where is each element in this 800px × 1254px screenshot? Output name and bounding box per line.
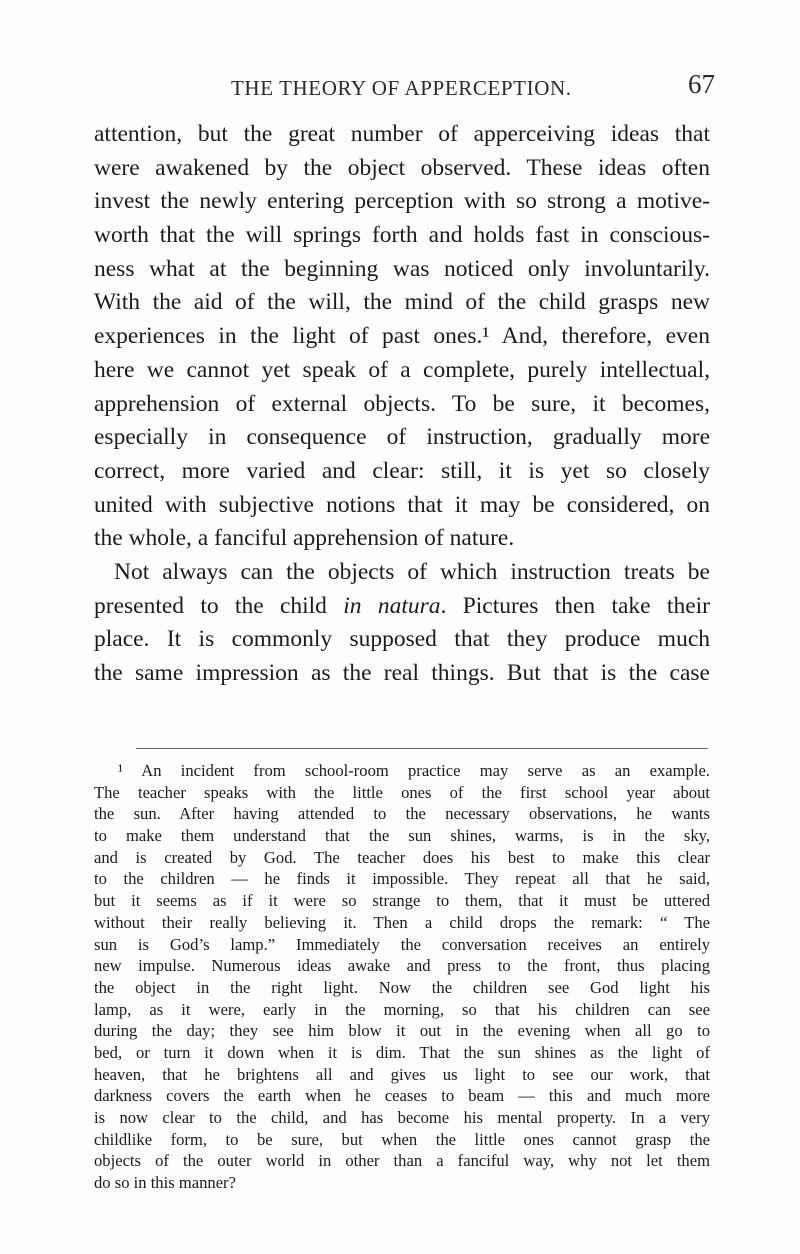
footnote-line: objects of the outer world in other than a fanciful way, why not let them: [94, 1151, 710, 1171]
body-line: invest the newly entering perception with so strong a motive-: [94, 188, 710, 215]
footnote-line: lamp, as it were, early in the morning, so that his children can see: [94, 999, 710, 1019]
footnote-line: do so in this manner?: [94, 1173, 236, 1193]
body-line: were awakened by the object observed. These ideas often: [94, 154, 710, 181]
footnote-line: heaven, that he brightens all and gives us light to see our work, that: [94, 1064, 710, 1084]
footnote-line: to make them understand that the sun shines, warms, is in the sky,: [94, 826, 710, 846]
footnote-line: darkness covers the earth when he ceases to beam — this and much more: [94, 1086, 710, 1106]
body-line: presented to the child in natura. Pictures then take their: [94, 592, 710, 619]
body-line: the same impression as the real things. But that is the case: [94, 660, 710, 686]
running-title: THE THEORY OF APPERCEPTION.: [231, 76, 572, 100]
body-line: Not always can the objects of which instruction treats be: [114, 558, 710, 585]
footnote-line: without their really believing it. Then a child drops the remark: “ The: [94, 912, 710, 932]
footnote-line: childlike form, to be sure, but when the little ones cannot grasp the: [94, 1129, 710, 1149]
body-line: correct, more varied and clear: still, it is yet so closely: [94, 457, 710, 484]
footnote-line: sun is God’s lamp.” Immediately the conversation receives an entirely: [94, 934, 710, 954]
footnote-line: is now clear to the child, and has become his mental property. In a very: [94, 1108, 710, 1127]
body-line: worth that the will springs forth and holds fast in conscious-: [94, 222, 710, 249]
body-text: [94, 118, 710, 691]
footnote-line: new impulse. Numerous ideas awake and press to the front, thus placing: [94, 956, 710, 976]
body-line: attention, but the great number of apperceiving ideas that: [94, 121, 710, 147]
body-line: With the aid of the will, the mind of the child grasps new: [94, 289, 710, 316]
body-line: apprehension of external objects. To be sure, it becomes,: [94, 390, 710, 417]
body-line: here we cannot yet speak of a complete, purely intellectual,: [94, 356, 710, 383]
footnote-line: the sun. After having attended to the necessary observations, he wants: [94, 804, 710, 824]
latin-phrase: in natura: [343, 592, 441, 619]
footnote-line: during the day; they see him blow it out in the evening when all go to: [94, 1021, 710, 1041]
footnote-line: and is created by God. The teacher does his best to make this clear: [94, 847, 710, 867]
footnote-line: ¹ An incident from school-room practice may serve as an example.: [118, 761, 710, 780]
footnote-divider: [136, 748, 708, 749]
footnote: [94, 760, 710, 1194]
footnote-line: but it seems as if it were so strange to them, that it must be uttered: [94, 891, 710, 911]
body-line: especially in consequence of instruction, gradually more: [94, 424, 710, 451]
footnote-line: to the children — he finds it impossible. They repeat all that he said,: [94, 869, 710, 889]
body-line: united with subjective notions that it may be considered, on: [94, 491, 710, 518]
body-line: experiences in the light of past ones.¹ And, therefore, even: [94, 323, 710, 350]
footnote-line: the object in the right light. Now the children see God light his: [94, 977, 710, 997]
page-number: 67: [688, 69, 715, 99]
footnote-line: The teacher speaks with the little ones of the first school year about: [94, 782, 710, 802]
running-head: [0, 62, 800, 102]
body-line: the whole, a fanciful apprehension of nature.: [94, 525, 515, 552]
body-line: ness what at the beginning was noticed only involuntarily.: [94, 255, 710, 282]
body-line: place. It is commonly supposed that they produce much: [94, 626, 710, 653]
footnote-line: bed, or turn it down when it is dim. That the sun shines as the light of: [94, 1042, 710, 1062]
